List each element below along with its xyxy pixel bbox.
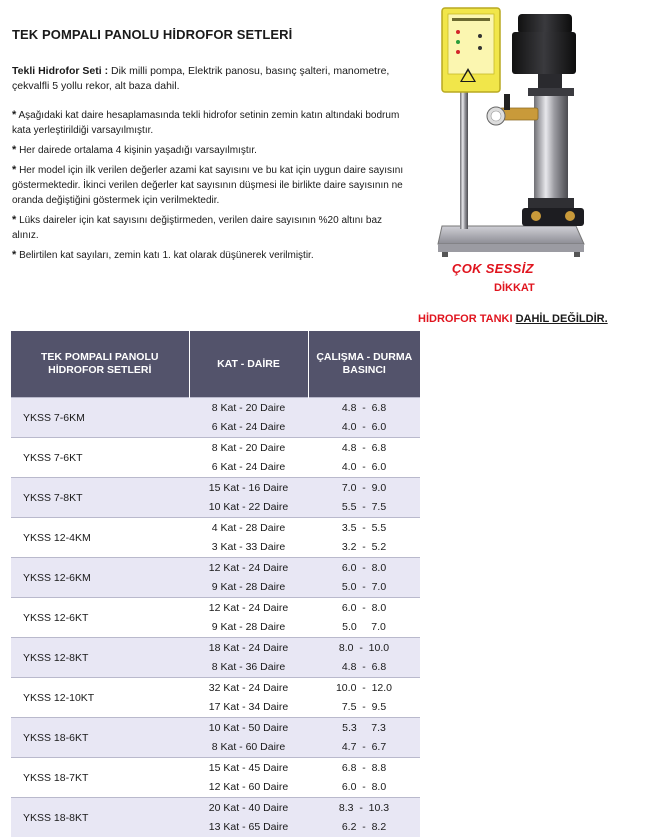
- kat-daire-cell: 15 Kat - 45 Daire: [189, 758, 308, 778]
- kat-daire-cell: 6 Kat - 24 Daire: [211, 461, 286, 474]
- tank-notice: HİDROFOR TANKI DAHİL DEĞİLDİR.: [418, 313, 608, 325]
- pressure-cell: 3.5 - 5.5: [308, 518, 420, 538]
- kat-daire-cell: 12 Kat - 24 Daire: [189, 558, 308, 578]
- pump-product-image: [436, 4, 586, 266]
- model-cell: YKSS 18-8KT: [11, 798, 189, 837]
- kat-daire-cell: 18 Kat - 24 Daire: [189, 638, 308, 658]
- pressure-cell: 6.2 - 8.2: [308, 818, 420, 837]
- kat-daire-cell: 13 Kat - 65 Daire: [189, 818, 308, 837]
- pressure-cell: 4.0 - 6.0: [341, 461, 387, 474]
- table-row: [11, 518, 420, 538]
- table-row: [11, 718, 420, 738]
- notes-list: [12, 108, 407, 268]
- intro-label: Tekli Hidrofor Seti :: [12, 65, 109, 77]
- intro-text: Dik milli pompa, Elektrik panosu, basınç şalteri, manometre, çekvalfli 5 yollu rekor, alt baza dahil.: [12, 65, 390, 92]
- kat-daire-cell: 9 Kat - 28 Daire: [211, 621, 286, 634]
- note-item: * Aşağıdaki kat daire hesaplamasında tekli hidrofor setinin zemin katın altındaki bodrum kata yerleştirildiği varsayılmıştır.: [12, 109, 400, 136]
- note-item: * Her dairede ortalama 4 kişinin yaşadığı varsayılmıştır.: [12, 144, 257, 156]
- model-cell: YKSS 12-10KT: [11, 678, 189, 718]
- kat-daire-cell: 8 Kat - 20 Daire: [189, 438, 308, 458]
- kat-daire-cell: 10 Kat - 22 Daire: [189, 498, 308, 518]
- table-row: [11, 478, 420, 498]
- page-title: TEK POMPALI PANOLU HİDROFOR SETLERİ: [12, 27, 293, 42]
- note-item: * Lüks daireler için kat sayısını değiştirmeden, verilen daire sayısının %20 altını baz alınız.: [12, 214, 383, 241]
- model-cell: YKSS 12-8KT: [11, 638, 189, 678]
- table-row: [11, 558, 420, 578]
- kat-daire-cell: 32 Kat - 24 Daire: [189, 678, 308, 698]
- pressure-cell: 5.3 7.3: [308, 718, 420, 738]
- kat-daire-cell: 4 Kat - 28 Daire: [189, 518, 308, 538]
- model-cell: YKSS 7-6KM: [11, 398, 189, 438]
- kat-daire-cell: 8 Kat - 36 Daire: [189, 658, 308, 678]
- table-row: [11, 398, 420, 418]
- pressure-cell: 7.5 - 9.5: [341, 701, 387, 714]
- header-model: TEK POMPALI PANOLU HİDROFOR SETLERİ: [11, 331, 189, 398]
- model-cell: YKSS 18-6KT: [11, 718, 189, 758]
- kat-daire-cell: 6 Kat - 24 Daire: [189, 418, 308, 438]
- model-cell: YKSS 7-6KT: [11, 438, 189, 478]
- pressure-cell: 8.3 - 10.3: [308, 798, 420, 818]
- kat-daire-cell: 17 Kat - 34 Daire: [208, 701, 289, 714]
- pressure-cell: 6.0 - 8.0: [341, 781, 387, 794]
- pressure-cell: 4.8 - 6.8: [308, 398, 420, 418]
- pressure-cell: 5.0 7.0: [342, 621, 386, 634]
- model-cell: YKSS 7-8KT: [11, 478, 189, 518]
- note-item: * Her model için ilk verilen değerler azami kat sayısını ve bu kat için uygun daire sayısını göstermektedir. İkinci verilen değerler kat sayısının düşmesi ile birlikte daire sayısının ne oranda değiştiğini göstermek için verilmektedir.: [12, 164, 404, 206]
- header-basinc: ÇALIŞMA - DURMA BASINCI: [308, 331, 420, 398]
- table-body: [11, 398, 420, 837]
- pressure-cell: 4.8 - 6.8: [308, 438, 420, 458]
- kat-daire-cell: 3 Kat - 33 Daire: [211, 541, 286, 554]
- table-row: [11, 438, 420, 458]
- pressure-cell: 6.0 - 8.0: [308, 558, 420, 578]
- model-cell: YKSS 12-4KM: [11, 518, 189, 558]
- pressure-cell: 5.5 - 7.5: [308, 498, 420, 518]
- pressure-cell: 4.8 - 6.8: [308, 658, 420, 678]
- pressure-cell: 4.0 - 6.0: [308, 418, 420, 438]
- header-kat-daire: KAT - DAİRE: [189, 331, 308, 398]
- kat-daire-cell: 8 Kat - 60 Daire: [189, 738, 308, 758]
- table-row: [11, 638, 420, 658]
- kat-daire-cell: 10 Kat - 50 Daire: [189, 718, 308, 738]
- model-cell: YKSS 12-6KM: [11, 558, 189, 598]
- pressure-cell: 4.7 - 6.7: [308, 738, 420, 758]
- note-item: * Belirtilen kat sayıları, zemin katı 1. kat olarak düşünerek verilmiştir.: [12, 249, 314, 261]
- table-row: [11, 798, 420, 818]
- pressure-cell: 6.8 - 8.8: [308, 758, 420, 778]
- kat-daire-cell: 12 Kat - 60 Daire: [208, 781, 289, 794]
- pressure-cell: 3.2 - 5.2: [341, 541, 387, 554]
- table-row: [11, 758, 420, 778]
- pressure-cell: 10.0 - 12.0: [308, 678, 420, 698]
- kat-daire-cell: 9 Kat - 28 Daire: [189, 578, 308, 598]
- model-cell: YKSS 18-7KT: [11, 758, 189, 798]
- intro-paragraph: [12, 64, 392, 94]
- table-header-row: [11, 331, 420, 398]
- pressure-cell: 8.0 - 10.0: [308, 638, 420, 658]
- model-cell: YKSS 12-6KT: [11, 598, 189, 638]
- kat-daire-cell: 12 Kat - 24 Daire: [189, 598, 308, 618]
- cok-sessiz-label: ÇOK SESSİZ: [452, 261, 534, 276]
- table-row: [11, 678, 420, 698]
- dikkat-label: DİKKAT: [494, 282, 535, 294]
- hydrofor-table: [11, 331, 420, 837]
- pressure-cell: 6.0 - 8.0: [308, 598, 420, 618]
- kat-daire-cell: 20 Kat - 40 Daire: [189, 798, 308, 818]
- pressure-cell: 5.0 - 7.0: [308, 578, 420, 598]
- table-row: [11, 598, 420, 618]
- pressure-cell: 7.0 - 9.0: [308, 478, 420, 498]
- kat-daire-cell: 15 Kat - 16 Daire: [189, 478, 308, 498]
- kat-daire-cell: 8 Kat - 20 Daire: [189, 398, 308, 418]
